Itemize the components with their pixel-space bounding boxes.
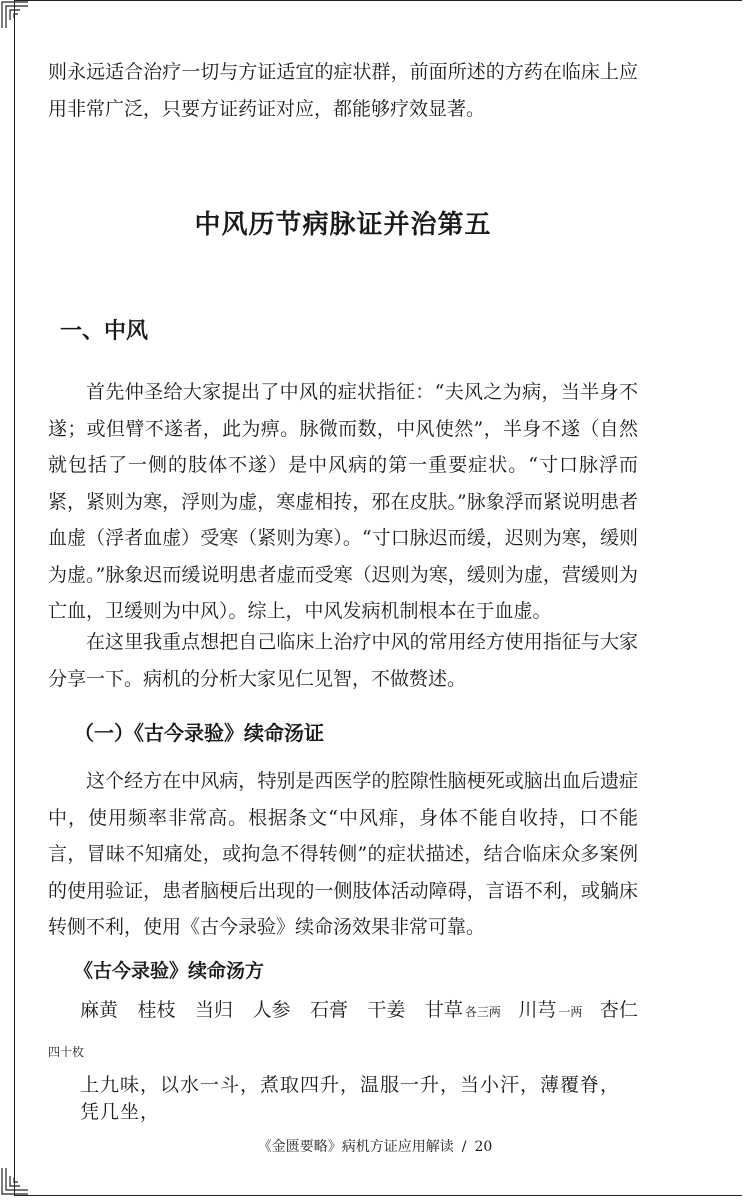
herb-item: 甘草 各三两	[424, 999, 501, 1021]
herb-item: 桂枝	[137, 999, 176, 1021]
herb-dose-continuation: 四十枚	[48, 1045, 85, 1059]
herb-item: 当归	[194, 999, 233, 1021]
corner-ornament-bottom-left	[0, 1166, 30, 1196]
formula-title: 《古今录验》续命汤方	[74, 960, 265, 982]
continued-paragraph: 则永远适合治疗一切与方证适宜的症状群，前面所述的方药在临床上应用非常广泛，只要方证药证对应，都能够疗效显著。	[48, 61, 638, 120]
herb-item: 人参	[252, 999, 291, 1021]
herb-item: 杏仁	[599, 999, 638, 1021]
herb-item: 干姜	[367, 999, 406, 1021]
herb-item: 麻黄	[80, 999, 119, 1021]
subsection-heading: （一）《古今录验》续命汤证	[74, 721, 324, 745]
chapter-title: 中风历节病脉证并治第五	[194, 210, 492, 240]
footer-separator: /	[461, 1139, 467, 1155]
body-paragraph-2: 在这里我重点想把自己临床上治疗中风的常用经方使用指征与大家分享一下。病机的分析大家见仁见智，不做赘述。	[48, 631, 638, 690]
section-heading: 一、中风	[60, 318, 149, 344]
herb-list	[80, 995, 640, 1022]
page-number: 20	[474, 1139, 493, 1155]
body-paragraph-3: 这个经方在中风病，特别是西医学的腔隙性脑梗死或脑出血后遗症中，使用频率非常高。根据条文“中风痱，身体不能自收持，口不能言，冒昧不知痛处，或拘急不得转侧”的症状描述，结合临床众多案例的使用验证，患者脑梗后出现的一侧肢体活动障碍，言语不利，或躺床转侧不利，使用《古今录验》续命汤效果非常可靠。	[48, 770, 638, 938]
herb-item: 石膏	[309, 999, 348, 1021]
preparation-method: 上九味，以水一斗，煮取四升，温服一升，当小汗，薄覆脊，凭几坐，	[80, 1074, 621, 1123]
page-footer	[0, 1136, 750, 1156]
herb-item: 川芎 一两	[518, 999, 583, 1021]
corner-ornament-top-left	[0, 0, 30, 30]
footer-book-title: 《金匮要略》病机方证应用解读	[257, 1139, 454, 1155]
body-paragraph-1: 首先仲圣给大家提出了中风的症状指征：“夫风之为病，当半身不遂；或但臂不遂者，此为痹。脉微而数，中风使然”，半身不遂（自然就包括了一侧的肢体不遂）是中风病的第一重要症状。“寸口脉浮而紧，紧则为寒，浮则为虚，寒虚相抟，邪在皮肤。”脉象浮而紧说明患者血虚（浮者血虚）受寒（紧则为寒）。“寸口脉迟而缓，迟则为寒，缓则为虚。”脉象迟而缓说明患者虚而受寒（迟则为寒，缓则为虚，营缓则为亡血，卫缓则为中风）。综上，中风发病机制根本在于血虚。	[48, 381, 638, 622]
